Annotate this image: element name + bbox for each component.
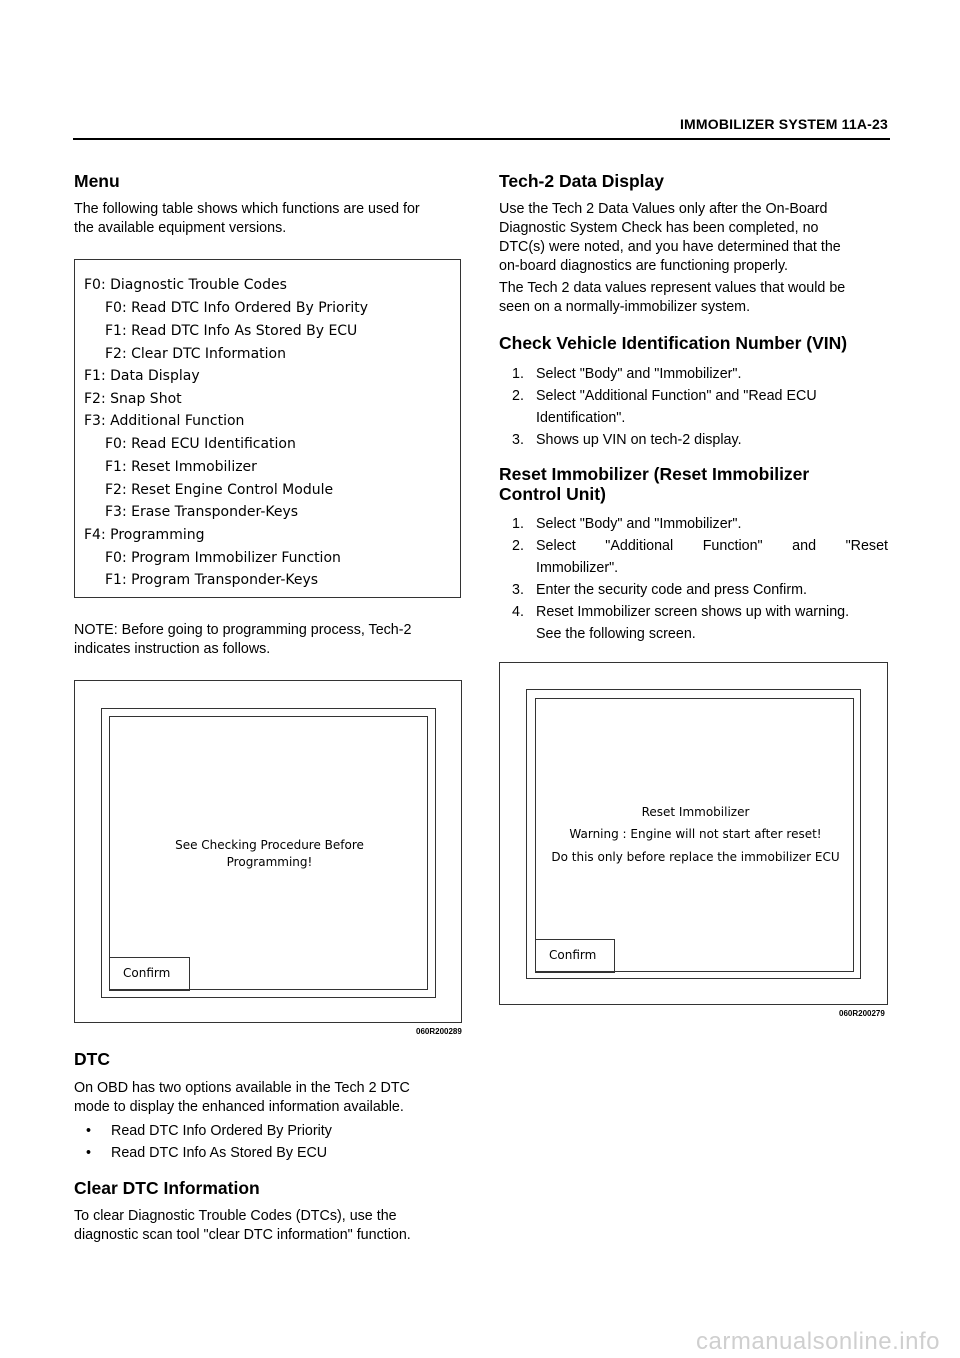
tech2-p1-line-4: on-board diagnostics are functioning properly. — [499, 258, 789, 274]
list-item — [512, 601, 888, 645]
page-header — [73, 114, 890, 140]
step-number: 1. — [512, 516, 524, 532]
tech2-p1-line-2: Diagnostic System Check has been completed, no — [499, 220, 819, 236]
step-text: Select "Body" and "Immobilizer". — [536, 516, 742, 532]
menu-line: F0: Diagnostic Trouble Codes — [84, 277, 287, 293]
menu-line: F1: Data Display — [84, 368, 200, 384]
figure-id: 060R200279 — [839, 1009, 885, 1018]
tech2-p1-line-3: DTC(s) were noted, and you have determined that the — [499, 239, 841, 255]
step-text: Select "Additional Function" and "Read ECU — [536, 388, 817, 404]
menu-intro-line-2: the available equipment versions. — [74, 220, 287, 236]
menu-line: F1: Reset Immobilizer — [105, 459, 257, 475]
dtc-heading: DTC — [74, 1049, 110, 1069]
dtc-text-line-1: On OBD has two options available in the Tech 2 DTC — [74, 1080, 410, 1096]
tech2-p2-line-1: The Tech 2 data values represent values that would be — [499, 280, 846, 296]
reset-heading-line-1: Reset Immobilizer (Reset Immobilizer — [499, 464, 810, 484]
menu-line: F0: Program Immobilizer Function — [105, 550, 341, 566]
bullet-text: Read DTC Info Ordered By Priority — [111, 1123, 332, 1139]
watermark: carmanualsonline.info — [696, 1328, 940, 1355]
list-item — [512, 513, 888, 535]
tech2-p1-line-1: Use the Tech 2 Data Values only after the On-Board — [499, 201, 828, 217]
reset-heading-line-2: Control Unit) — [499, 484, 606, 504]
menu-line: F2: Clear DTC Information — [105, 346, 286, 362]
step-text: Enter the security code and press Confirm. — [536, 582, 807, 598]
menu-intro-line-1: The following table shows which functions are used for — [74, 201, 420, 217]
bullet-text: Read DTC Info As Stored By ECU — [111, 1145, 328, 1161]
menu-table — [74, 259, 461, 598]
step-number: 3. — [512, 432, 524, 448]
menu-line: F1: Read DTC Info As Stored By ECU — [105, 323, 358, 339]
confirm-button[interactable]: Confirm — [109, 957, 190, 991]
step-text: Reset Immobilizer screen shows up with warning. — [536, 604, 850, 620]
screen-message-line-1: See Checking Procedure Before — [175, 838, 364, 852]
menu-heading: Menu — [74, 171, 120, 191]
menu-line: F3: Erase Transponder-Keys — [105, 504, 299, 520]
step-number: 2. — [512, 388, 524, 404]
menu-line: F2: Snap Shot — [84, 391, 182, 407]
page-header-title: IMMOBILIZER SYSTEM 11A-23 — [679, 116, 888, 132]
screen-outer-frame — [526, 689, 861, 979]
vin-heading: Check Vehicle Identification Number (VIN) — [499, 333, 848, 353]
clear-dtc-heading: Clear DTC Information — [74, 1178, 260, 1198]
clear-text-line-1: To clear Diagnostic Trouble Codes (DTCs), use the — [74, 1208, 397, 1224]
clear-text-line-2: diagnostic scan tool "clear DTC information" function. — [74, 1227, 411, 1243]
figure-tech2-screen-reset — [499, 662, 888, 1005]
screen-message-line-3: Do this only before replace the immobilizer ECU — [551, 850, 840, 864]
step-text: Shows up VIN on tech-2 display. — [536, 432, 742, 448]
dtc-text-line-2: mode to display the enhanced information available. — [74, 1099, 404, 1115]
bullet-icon: • — [86, 1145, 92, 1161]
step-text: Select "Body" and "Immobilizer". — [536, 366, 742, 382]
screen-message-line-2: Warning : Engine will not start after reset! — [569, 827, 822, 841]
menu-line: F3: Additional Function — [84, 413, 245, 429]
menu-line: F0: Read DTC Info Ordered By Priority — [105, 300, 369, 316]
list-item — [512, 363, 888, 385]
step-number: 4. — [512, 604, 524, 620]
step-number: 1. — [512, 366, 524, 382]
figure-id: 060R200289 — [416, 1027, 462, 1036]
list-item — [512, 579, 888, 601]
note-line-2: indicates instruction as follows. — [74, 641, 271, 657]
step-number: 3. — [512, 582, 524, 598]
menu-line: F4: Programming — [84, 527, 205, 543]
bullet-icon: • — [86, 1123, 92, 1139]
screen-outer-frame — [101, 708, 436, 998]
menu-line: F1: Program Transponder-Keys — [105, 572, 319, 588]
screen-message-line-2: Programming! — [226, 855, 313, 869]
figure-tech2-screen-programming — [74, 680, 462, 1023]
step-number: 2. — [512, 538, 524, 554]
list-item — [512, 385, 888, 429]
screen-inner-frame — [535, 698, 854, 972]
list-item — [512, 535, 888, 579]
step-text: Select "Additional Function" and "Reset — [536, 538, 888, 554]
menu-line: F0: Read ECU Identification — [105, 436, 296, 452]
screen-message-line-1: Reset Immobilizer — [641, 805, 750, 819]
step-text: Identification". — [536, 410, 626, 426]
tech2-heading: Tech-2 Data Display — [499, 171, 665, 191]
step-text: See the following screen. — [536, 626, 696, 642]
tech2-p2-line-2: seen on a normally-immobilizer system. — [499, 299, 751, 315]
list-item — [512, 429, 888, 451]
menu-line: F2: Reset Engine Control Module — [105, 482, 334, 498]
confirm-button[interactable]: Confirm — [535, 939, 615, 973]
note-line-1: NOTE: Before going to programming process, Tech-2 — [74, 622, 412, 638]
step-text: Immobilizer". — [536, 560, 619, 576]
screen-inner-frame — [109, 716, 428, 990]
